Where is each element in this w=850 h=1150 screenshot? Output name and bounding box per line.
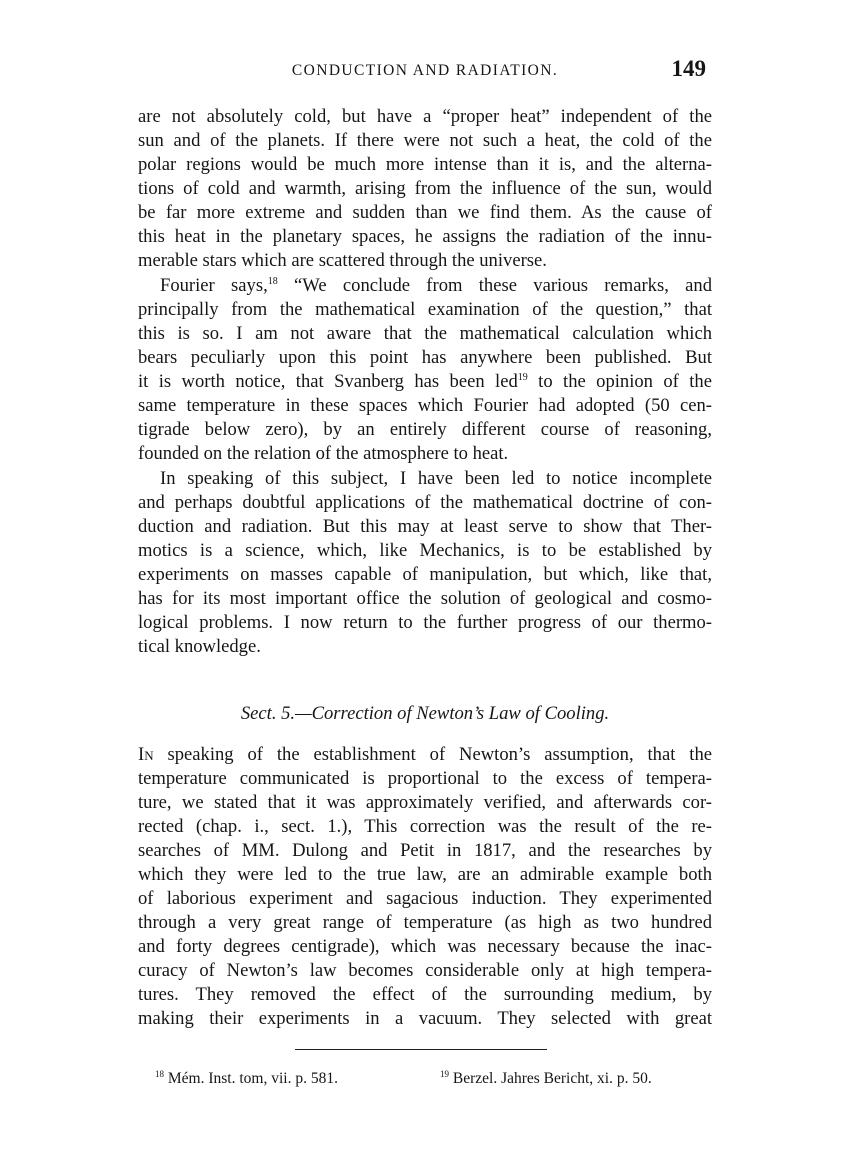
text-line: of laborious experiment and sagacious induction. They experimented [138, 888, 712, 909]
text-line: Fourier says,$^{18}$ “We conclude from these various remarks, and [160, 275, 712, 296]
text-line: this heat in the planetary spaces, he assigns the radiation of the innu- [138, 226, 712, 247]
text-line: merable stars which are scattered through the universe. [138, 250, 547, 271]
text-line: bears peculiarly upon this point has anywhere been published. But [138, 347, 712, 368]
text-line: polar regions would be much more intense than it is, and the alterna- [138, 154, 712, 175]
text-line: it is worth notice, that Svanberg has been led$^{19}$ to the opinion of the [138, 371, 712, 392]
text-line: principally from the mathematical examination of the question,” that [138, 299, 712, 320]
footnote-mark: 18 [155, 1068, 164, 1079]
text-line: In speaking of this subject, I have been led to notice incomplete [160, 468, 712, 489]
footnote-ref: 18 [267, 275, 278, 287]
text-line: logical problems. I now return to the further progress of our thermo- [138, 612, 712, 633]
text-line: tures. They removed the effect of the surrounding medium, by [138, 984, 712, 1005]
text-line: making their experiments in a vacuum. They selected with great [138, 1008, 712, 1029]
page-number: 149 [671, 56, 706, 81]
text-line: motics is a science, which, like Mechanics, is to be established by [138, 540, 712, 561]
text-line: tigrade below zero), by an entirely different course of reasoning, [138, 419, 712, 440]
text-line: and forty degrees centigrade), which was necessary because the inac- [138, 936, 712, 957]
text-line: same temperature in these spaces which Fourier had adopted (50 cen- [138, 395, 712, 416]
text-line: are not absolutely cold, but have a “proper heat” independent of the [138, 106, 712, 127]
text-line: founded on the relation of the atmosphere to heat. [138, 443, 509, 464]
drop-word: In [138, 744, 154, 765]
footnote-ref: 19 [517, 371, 528, 383]
text-line: through a very great range of temperature (as high as two hundred [138, 912, 712, 933]
text-line: In speaking of the establishment of Newton’s assumption, that the [138, 744, 712, 765]
text-line: temperature communicated is proportional to the excess of tempera- [138, 768, 712, 789]
section-heading: Sect. 5.—Correction of Newton’s Law of Cooling. [240, 703, 610, 724]
text-line: this is so. I am not aware that the mathematical calculation which [138, 323, 712, 344]
text-line: searches of MM. Dulong and Petit in 1817, and the researches by [138, 840, 712, 861]
text-line: and perhaps doubtful applications of the mathematical doctrine of con- [138, 492, 712, 513]
text-line: ture, we stated that it was approximately verified, and afterwards cor- [138, 792, 712, 813]
footnote-mark: 19 [440, 1068, 449, 1079]
text-line: tions of cold and warmth, arising from the influence of the sun, would [138, 178, 712, 199]
footnote-text: Mém. Inst. tom, vii. p. 581. [167, 1070, 338, 1087]
running-title: CONDUCTION AND RADIATION. [291, 62, 559, 79]
text-line: has for its most important office the solution of geological and cosmo- [138, 588, 712, 609]
text-line: sun and of the planets. If there were not such a heat, the cold of the [138, 130, 712, 151]
footnote-text: Berzel. Jahres Bericht, xi. p. 50. [452, 1070, 652, 1087]
text-line: which they were led to the true law, are an admirable example both [138, 864, 712, 885]
text-line: be far more extreme and sudden than we find them. As the cause of [138, 202, 712, 223]
footnote-rule [295, 1049, 547, 1050]
footnote [440, 1069, 652, 1089]
running-head [138, 56, 712, 86]
text-line: duction and radiation. But this may at least serve to show that Ther- [138, 516, 712, 537]
text-line: rected (chap. i., sect. 1.), This correction was the result of the re- [138, 816, 712, 837]
text-line: tical knowledge. [138, 636, 261, 657]
text-line: curacy of Newton’s law becomes considerable only at high tempera- [138, 960, 712, 981]
footnote [155, 1069, 338, 1089]
text-line: experiments on masses capable of manipulation, but which, like that, [138, 564, 712, 585]
